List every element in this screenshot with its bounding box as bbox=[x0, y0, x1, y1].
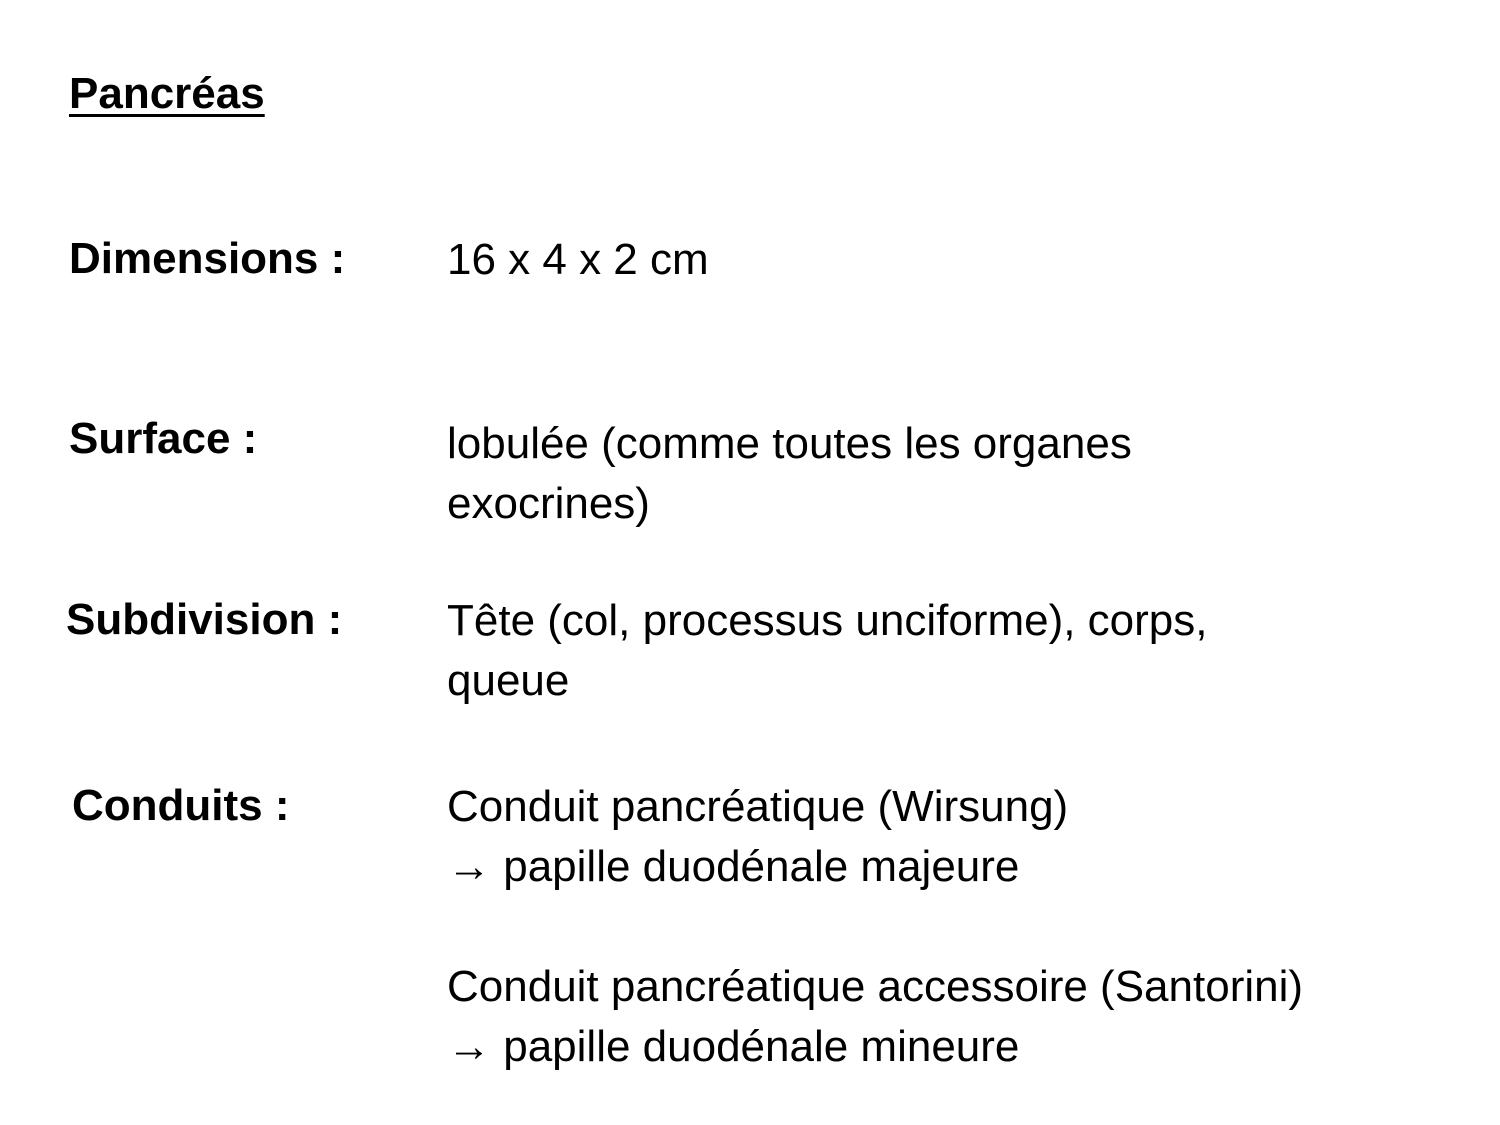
dimensions-value: 16 x 4 x 2 cm bbox=[447, 235, 709, 284]
conduit-santorini-papilla: → papille duodénale mineure bbox=[447, 1022, 1020, 1071]
surface-label: Surface : bbox=[69, 414, 258, 463]
surface-value-line: exocrines) bbox=[447, 479, 650, 528]
dimensions-label: Dimensions : bbox=[69, 234, 346, 283]
conduits-value bbox=[447, 777, 1068, 897]
surface-value bbox=[447, 414, 1132, 534]
subdivision-label: Subdivision : bbox=[66, 595, 343, 644]
conduits-value-accessory bbox=[447, 957, 1303, 1077]
subdivision-value-line: queue bbox=[447, 656, 570, 705]
conduit-wirsung: Conduit pancréatique (Wirsung) bbox=[447, 782, 1069, 831]
page-title: Pancréas bbox=[69, 69, 265, 118]
surface-value-line: lobulée (comme toutes les organes bbox=[447, 419, 1132, 468]
conduit-wirsung-papilla: → papille duodénale majeure bbox=[447, 842, 1020, 891]
conduits-label: Conduits : bbox=[72, 781, 290, 830]
subdivision-value-line: Tête (col, processus unciforme), corps, bbox=[447, 596, 1208, 645]
conduit-santorini: Conduit pancréatique accessoire (Santorini) bbox=[447, 962, 1304, 1011]
subdivision-value bbox=[447, 591, 1207, 711]
